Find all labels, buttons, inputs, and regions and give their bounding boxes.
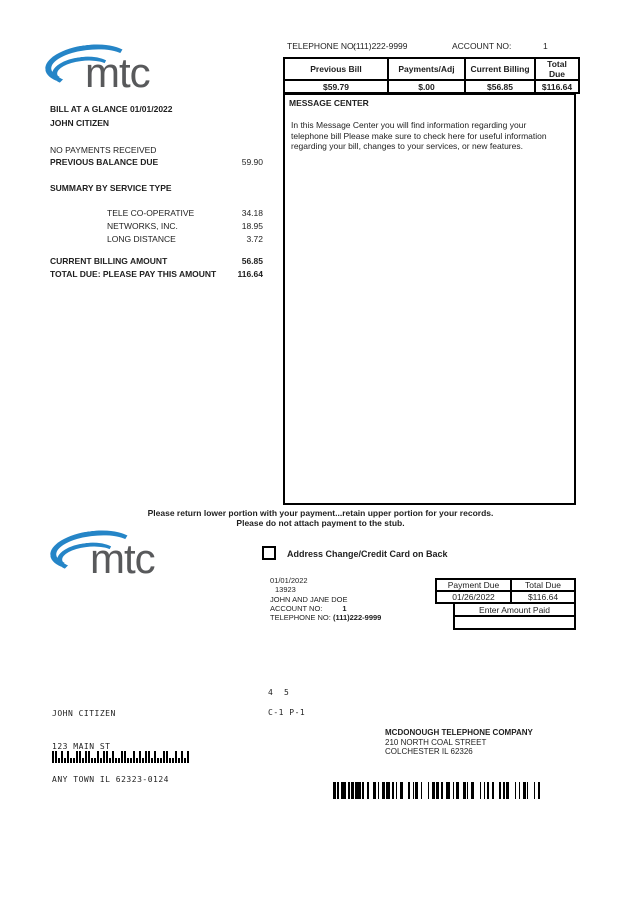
logo-wordmark: mtc <box>85 49 150 96</box>
customer-name: JOHN CITIZEN <box>50 118 110 128</box>
mtc-logo <box>45 45 205 100</box>
company-name: MCDONOUGH TELEPHONE COMPANY <box>385 728 533 737</box>
payment-due-date: 01/26/2022 <box>436 591 511 603</box>
no-payments-text: NO PAYMENTS RECEIVED <box>50 145 157 155</box>
service-item-row <box>107 234 263 244</box>
mailing-line: 123 MAIN ST <box>52 742 111 751</box>
previous-balance-label: PREVIOUS BALANCE DUE <box>50 157 159 167</box>
return-instruction-line2: Please do not attach payment to the stub. <box>236 518 405 528</box>
mailing-address-block <box>52 686 169 807</box>
table-row <box>284 80 579 93</box>
summary-header-cell: Previous Bill <box>284 58 388 80</box>
stub-telephone-value: (111)222-9999 <box>332 613 382 622</box>
stub-total-due-value: $116.64 <box>511 591 575 603</box>
stub-account-value: 1 <box>342 604 347 613</box>
summary-value-cell: $59.79 <box>284 80 388 93</box>
table-row <box>284 58 579 80</box>
message-center-box <box>283 93 576 505</box>
summary-header-cell: Total Due <box>535 58 579 80</box>
company-street: 210 NORTH COAL STREET <box>385 737 487 747</box>
account-no-value: 1 <box>543 41 548 51</box>
total-due-row <box>50 269 263 279</box>
service-item-label: LONG DISTANCE <box>107 234 176 244</box>
company-address-block <box>385 728 533 757</box>
stub-account-label: ACCOUNT NO: <box>270 604 323 613</box>
address-change-label: Address Change/Credit Card on Back <box>287 549 448 559</box>
total-due-label: TOTAL DUE: PLEASE PAY THIS AMOUNT <box>50 269 217 279</box>
sort-code-line2: C-1 P-1 <box>268 708 306 717</box>
logo-wordmark: mtc <box>90 535 155 582</box>
summary-value-cell: $.00 <box>388 80 465 93</box>
previous-balance-value: 59.90 <box>241 157 263 167</box>
mailing-line: JOHN CITIZEN <box>52 709 116 718</box>
payment-due-header: Payment Due <box>436 579 511 591</box>
code128-barcode-icon <box>333 782 540 799</box>
current-billing-value: 56.85 <box>241 256 263 266</box>
service-item-value: 34.18 <box>241 208 263 218</box>
total-due-header: Total Due <box>511 579 575 591</box>
stub-telephone-label: TELEPHONE NO: <box>270 613 331 622</box>
billing-summary-table <box>283 57 580 94</box>
summary-header-cell: Current Billing <box>465 58 535 80</box>
return-instruction-line1: Please return lower portion with your payment...retain upper portion for your records. <box>147 508 494 518</box>
account-no-label: ACCOUNT NO: <box>452 41 512 51</box>
summary-by-service-title: SUMMARY BY SERVICE TYPE <box>50 183 172 193</box>
mtc-logo-stub <box>50 531 210 586</box>
company-city: COLCHESTER IL 62326 <box>385 747 473 756</box>
current-billing-label: CURRENT BILLING AMOUNT <box>50 256 168 266</box>
address-change-checkbox[interactable] <box>262 546 276 560</box>
payment-due-table <box>435 578 576 630</box>
telephone-no-value: (111)222-9999 <box>353 41 408 51</box>
enter-amount-paid-label: Enter Amount Paid <box>453 602 576 617</box>
service-item-value: 18.95 <box>241 221 263 231</box>
service-item-label: NETWORKS, INC. <box>107 221 178 231</box>
previous-balance-row <box>50 157 263 167</box>
message-center-title: MESSAGE CENTER <box>289 98 369 108</box>
bill-at-a-glance-title: BILL AT A GLANCE 01/01/2022 <box>50 104 173 114</box>
service-item-row <box>107 221 263 231</box>
message-center-body: In this Message Center you will find information regarding your telephone bill Please make sure to check here for useful information regarding your bill, changes to your services, or new features. <box>291 120 547 151</box>
service-item-row <box>107 208 263 218</box>
total-due-value: 116.64 <box>237 269 263 279</box>
telephone-no-label: TELEPHONE NO: <box>287 41 356 51</box>
summary-value-cell: $56.85 <box>465 80 535 93</box>
service-item-label: TELE CO-OPERATIVE <box>107 208 195 218</box>
stub-date: 01/01/2022 <box>270 576 308 585</box>
table-row <box>436 579 575 591</box>
service-item-value: 3.72 <box>246 234 263 244</box>
amount-paid-field[interactable] <box>453 615 576 630</box>
summary-value-cell: $116.64 <box>535 80 579 93</box>
sort-code-line1: 4 5 <box>268 688 290 697</box>
postnet-barcode-icon <box>52 751 190 763</box>
summary-header-cell: Payments/Adj <box>388 58 465 80</box>
current-billing-row <box>50 256 263 266</box>
mailing-line: ANY TOWN IL 62323-0124 <box>52 775 169 784</box>
stub-names: JOHN AND JANE DOE <box>270 595 348 604</box>
stub-telephone-row <box>270 613 381 623</box>
stub-code: 13923 <box>275 585 296 594</box>
